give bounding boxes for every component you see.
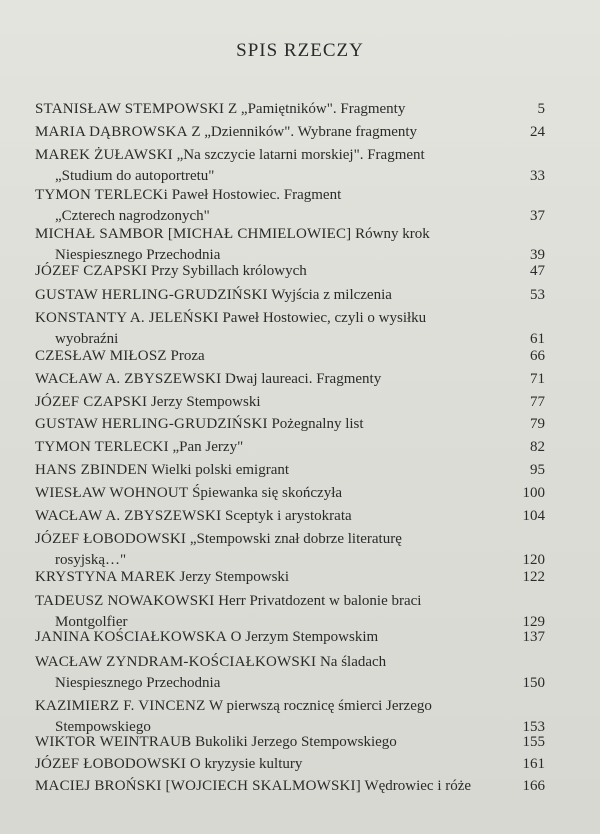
entry-work: Paweł Hostowiec, czyli o wysiłku (222, 310, 427, 326)
entry-page: 53 (530, 287, 545, 303)
entry-continuation: Montgolfier (55, 614, 128, 630)
entry-page: 82 (530, 439, 545, 455)
entry-page: 122 (522, 569, 545, 585)
entry-page: 37 (530, 208, 545, 224)
entry-work: Wędrowiec i róże (364, 778, 472, 794)
entry-work: „Na szczycie latarni morskiej". Fragment (176, 147, 425, 163)
entry-work: Proza (170, 348, 205, 364)
entry-work: O kryzysie kultury (189, 756, 303, 772)
entry-work: Z „Pamiętników". Fragmenty (228, 101, 406, 117)
entry-author: KONSTANTY A. JELEŃSKI (35, 310, 219, 326)
entry-page: 150 (522, 675, 545, 691)
entry-author: TYMON TERLECKi (35, 187, 168, 203)
entry-author: WIESŁAW WOHNOUT (35, 485, 189, 501)
entry-author: GUSTAW HERLING-GRUDZIŃSKI (35, 287, 268, 303)
toc-entry (35, 754, 545, 775)
toc-entry (35, 776, 545, 797)
entry-continuation: wyobraźni (55, 331, 119, 347)
entry-author: JÓZEF CZAPSKI (35, 394, 148, 410)
entry-work: O Jerzym Stempowskim (230, 629, 379, 645)
entry-work: Z „Dzienników". Wybrane fragmenty (191, 124, 418, 140)
entry-page: 39 (530, 247, 545, 263)
entry-author: WACŁAW ZYNDRAM-KOŚCIAŁKOWSKI (35, 654, 317, 670)
entry-page: 153 (522, 719, 545, 735)
entry-page: 161 (522, 756, 545, 772)
toc-entry (35, 437, 545, 458)
entry-author: MICHAŁ SAMBOR [MICHAŁ CHMIELOWIEC] (35, 226, 352, 242)
entry-work: Równy krok (355, 226, 430, 242)
toc-entry (35, 567, 545, 588)
entry-author: MACIEJ BROŃSKI [WOJCIECH SKALMOWSKI] (35, 778, 361, 794)
entry-work: Na śladach (319, 654, 387, 670)
toc-entry (35, 185, 545, 227)
page-title: SPIS RZECZY (236, 40, 364, 61)
entry-author: KRYSTYNA MAREK (35, 569, 176, 585)
entry-page: 33 (530, 168, 545, 184)
toc-entry (35, 122, 545, 143)
toc-entry (35, 483, 545, 504)
entry-work: W pierwszą rocznicę śmierci Jerzego (208, 698, 432, 714)
entry-author: WACŁAW A. ZBYSZEWSKI (35, 508, 222, 524)
entry-author: CZESŁAW MIŁOSZ (35, 348, 167, 364)
entry-page: 61 (530, 331, 545, 347)
toc-entry (35, 261, 545, 282)
entry-author: GUSTAW HERLING-GRUDZIŃSKI (35, 416, 268, 432)
entry-author: JÓZEF CZAPSKI (35, 263, 148, 279)
entry-author: JÓZEF ŁOBODOWSKI (35, 756, 187, 772)
entry-author: KAZIMIERZ F. VINCENZ (35, 698, 206, 714)
entry-work: Wyjścia z milczenia (271, 287, 392, 303)
toc-entry (35, 346, 545, 367)
entry-work: Jerzy Stempowski (179, 569, 290, 585)
entry-page: 47 (530, 263, 545, 279)
toc-entry (35, 414, 545, 435)
entry-work: Śpiewanka się skończyła (192, 485, 343, 501)
entry-page: 155 (522, 734, 545, 750)
toc-entry (35, 145, 545, 187)
entry-page: 137 (522, 629, 545, 645)
entry-work: Sceptyk i arystokrata (225, 508, 352, 524)
entry-continuation: „Studium do autoportretu" (55, 168, 215, 184)
entry-page: 166 (522, 778, 545, 794)
toc-entry (35, 460, 545, 481)
entry-page: 100 (522, 485, 545, 501)
entry-author: STANISŁAW STEMPOWSKI (35, 101, 225, 117)
entry-work: Pożegnalny list (271, 416, 364, 432)
toc-entry (35, 308, 545, 350)
entry-page: 120 (522, 552, 545, 568)
entry-page: 104 (522, 508, 545, 524)
toc-entry (35, 99, 545, 120)
entry-continuation: „Czterech nagrodzonych" (55, 208, 210, 224)
entry-author: TYMON TERLECKI (35, 439, 169, 455)
toc-entry (35, 652, 545, 694)
entry-page: 71 (530, 371, 545, 387)
toc-entry (35, 369, 545, 390)
entry-continuation: rosyjską…" (55, 552, 127, 568)
entry-work: „Stempowski znał dobrze literaturę (189, 531, 402, 547)
toc-entry (35, 529, 545, 571)
toc-entry (35, 627, 545, 648)
entry-work: Herr Privatdozent w balonie braci (218, 593, 422, 609)
entry-page: 79 (530, 416, 545, 432)
entry-continuation: Stempowskiego (55, 719, 151, 735)
entry-author: TADEUSZ NOWAKOWSKI (35, 593, 215, 609)
entry-work: Jerzy Stempowski (150, 394, 261, 410)
entry-work: Dwaj laureaci. Fragmenty (225, 371, 382, 387)
entry-author: JANINA KOŚCIAŁKOWSKA (35, 629, 227, 645)
toc-entry (35, 732, 545, 753)
entry-continuation: Niespiesznego Przechodnia (55, 675, 221, 691)
entry-author: WIKTOR WEINTRAUB (35, 734, 192, 750)
entry-author: MAREK ŻUŁAWSKI (35, 147, 173, 163)
entry-page: 24 (530, 124, 545, 140)
entry-page: 95 (530, 462, 545, 478)
entry-work: „Pan Jerzy" (172, 439, 244, 455)
entry-author: WACŁAW A. ZBYSZEWSKI (35, 371, 222, 387)
toc-entry (35, 392, 545, 413)
toc-entry (35, 285, 545, 306)
entry-work: Przy Sybillach królowych (150, 263, 307, 279)
entry-work: Paweł Hostowiec. Fragment (171, 187, 342, 203)
toc-entry (35, 224, 545, 266)
toc-entry (35, 506, 545, 527)
entry-page: 66 (530, 348, 545, 364)
entry-author: MARIA DĄBROWSKA (35, 124, 188, 140)
entry-work: Wielki polski emigrant (151, 462, 290, 478)
entry-author: HANS ZBINDEN (35, 462, 148, 478)
entry-page: 5 (537, 101, 545, 117)
entry-work: Bukoliki Jerzego Stempowskiego (195, 734, 397, 750)
entry-author: JÓZEF ŁOBODOWSKI (35, 531, 187, 547)
entry-continuation: Niespiesznego Przechodnia (55, 247, 221, 263)
entry-page: 129 (522, 614, 545, 630)
entry-page: 77 (530, 394, 545, 410)
